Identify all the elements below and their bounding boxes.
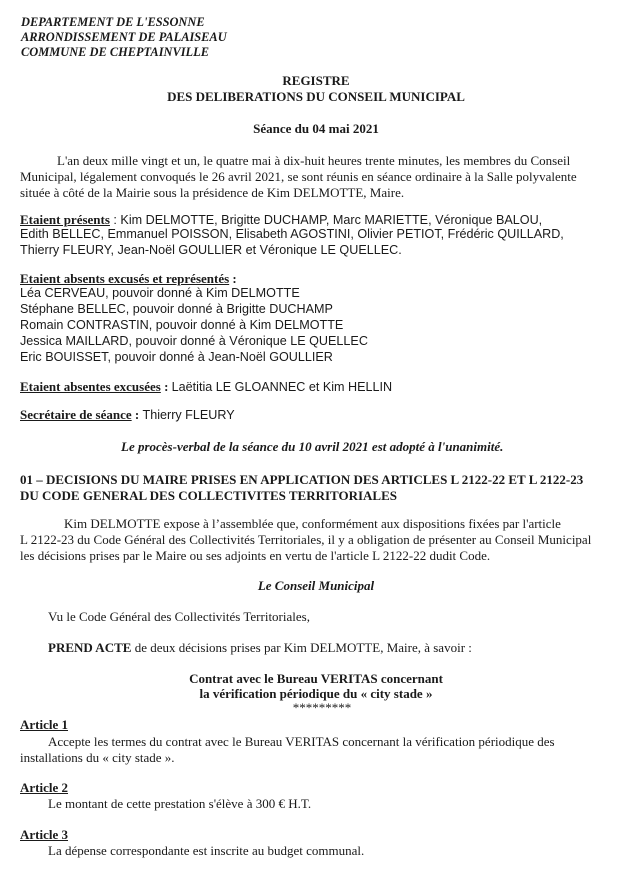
seance-date: Séance du 04 mai 2021 [253,121,379,136]
contrat-title-2: la vérification périodique du « city stade » [199,686,433,701]
article-1-title: Article 1 [20,717,69,732]
section-01-title-2: DU CODE GENERAL DES COLLECTIVITES TERRITORIALES [20,488,397,503]
presents-names-1: Kim DELMOTTE, Brigitte DUCHAMP, Marc MARIETTE, Véronique BALOU, [120,213,543,227]
intro-line-3: située à côté de la Mairie sous la présidence de Kim DELMOTTE, Maire. [20,185,405,200]
pv-adopte: Le procès-verbal de la séance du 10 avril 2021 est adopté à l'unanimité. [121,439,504,454]
vu-code: Vu le Code Général des Collectivités Territoriales, [48,609,310,624]
presents-line-2: Edith BELLEC, Emmanuel POISSON, Elisabeth AGOSTINI, Olivier PETIOT, Frédéric QUILLARD, [20,227,564,241]
secretaire-name: Thierry FLEURY [142,408,235,422]
intro-line-1: L'an deux mille vingt et un, le quatre mai à dix-huit heures trente minutes, les membres du Conseil [57,153,571,168]
absent-item: Léa CERVEAU, pouvoir donné à Kim DELMOTTE [20,286,300,300]
absent-item: Eric BOUISSET, pouvoir donné à Jean-Noël GOULLIER [20,350,333,364]
article-3-title: Article 3 [20,827,69,842]
expose-line-1: Kim DELMOTTE expose à l’assemblée que, conformément aux dispositions fixées par l'article [64,516,561,531]
absentes-excusees-label: Etaient absentes excusées [20,379,161,394]
header-commune: COMMUNE DE CHEPTAINVILLE [21,45,209,59]
presents-line-3: Thierry FLEURY, Jean-Noël GOULLIER et Véronique LE QUELLEC. [20,243,402,257]
expose-line-3: les décisions prises par le Maire ou ses adjoints en vertu de l'article L 2122-22 dudit Code. [20,548,491,563]
section-01-title-1: 01 – DECISIONS DU MAIRE PRISES EN APPLICATION DES ARTICLES L 2122-22 ET L 2122-23 [20,472,584,487]
article-1-line-2: installations du « city stade ». [20,750,175,765]
conseil-municipal-heading: Le Conseil Municipal [257,578,375,593]
header-departement: DEPARTEMENT DE L'ESSONNE [21,15,205,29]
secretaire-label: Secrétaire de séance [20,407,132,422]
presents-label: Etaient présents [20,212,110,227]
absents-representes-sep: : [229,271,237,286]
absent-item: Romain CONTRASTIN, pouvoir donné à Kim DELMOTTE [20,318,344,332]
prend-acte-line [48,640,472,656]
absents-representes-label: Etaient absents excusés et représentés [20,271,230,286]
absent-item: Jessica MAILLARD, pouvoir donné à Véronique LE QUELLEC [20,334,368,348]
article-1-line-1: Accepte les termes du contrat avec le Bureau VERITAS concernant la vérification périodique des [48,734,555,749]
title-deliberations: DES DELIBERATIONS DU CONSEIL MUNICIPAL [167,89,465,104]
absentes-excusees-sep: : [160,379,172,394]
article-3-line-1: La dépense correspondante est inscrite au budget communal. [48,843,365,858]
prend-acte-rest: de deux décisions prises par Kim DELMOTTE, Maire, à savoir : [131,640,472,655]
absentes-excusees-names: Laëtitia LE GLOANNEC et Kim HELLIN [171,380,393,394]
contrat-title-1: Contrat avec le Bureau VERITAS concernant [189,671,443,686]
contrat-stars: ********* [292,700,352,715]
header-arrondissement: ARRONDISSEMENT DE PALAISEAU [21,30,227,44]
absent-item: Stéphane BELLEC, pouvoir donné à Brigitte DUCHAMP [20,302,333,316]
prend-acte-bold: PREND ACTE [48,640,132,655]
secretaire-sep: : [131,407,143,422]
intro-line-2: Municipal, légalement convoqués le 26 avril 2021, se sont réunis en séance ordinaire à la Salle polyvalente [20,169,577,184]
secretaire-line [20,406,235,424]
article-2-line-1: Le montant de cette prestation s'élève à 300 € H.T. [48,796,312,811]
title-registre: REGISTRE [282,73,350,88]
article-2-title: Article 2 [20,780,69,795]
absentes-excusees-line [20,378,392,396]
expose-line-2: L 2122-23 du Code Général des Collectivités Territoriales, il y a obligation de présenter au Conseil Municipal [20,532,592,547]
presents-sep: : [109,213,121,227]
